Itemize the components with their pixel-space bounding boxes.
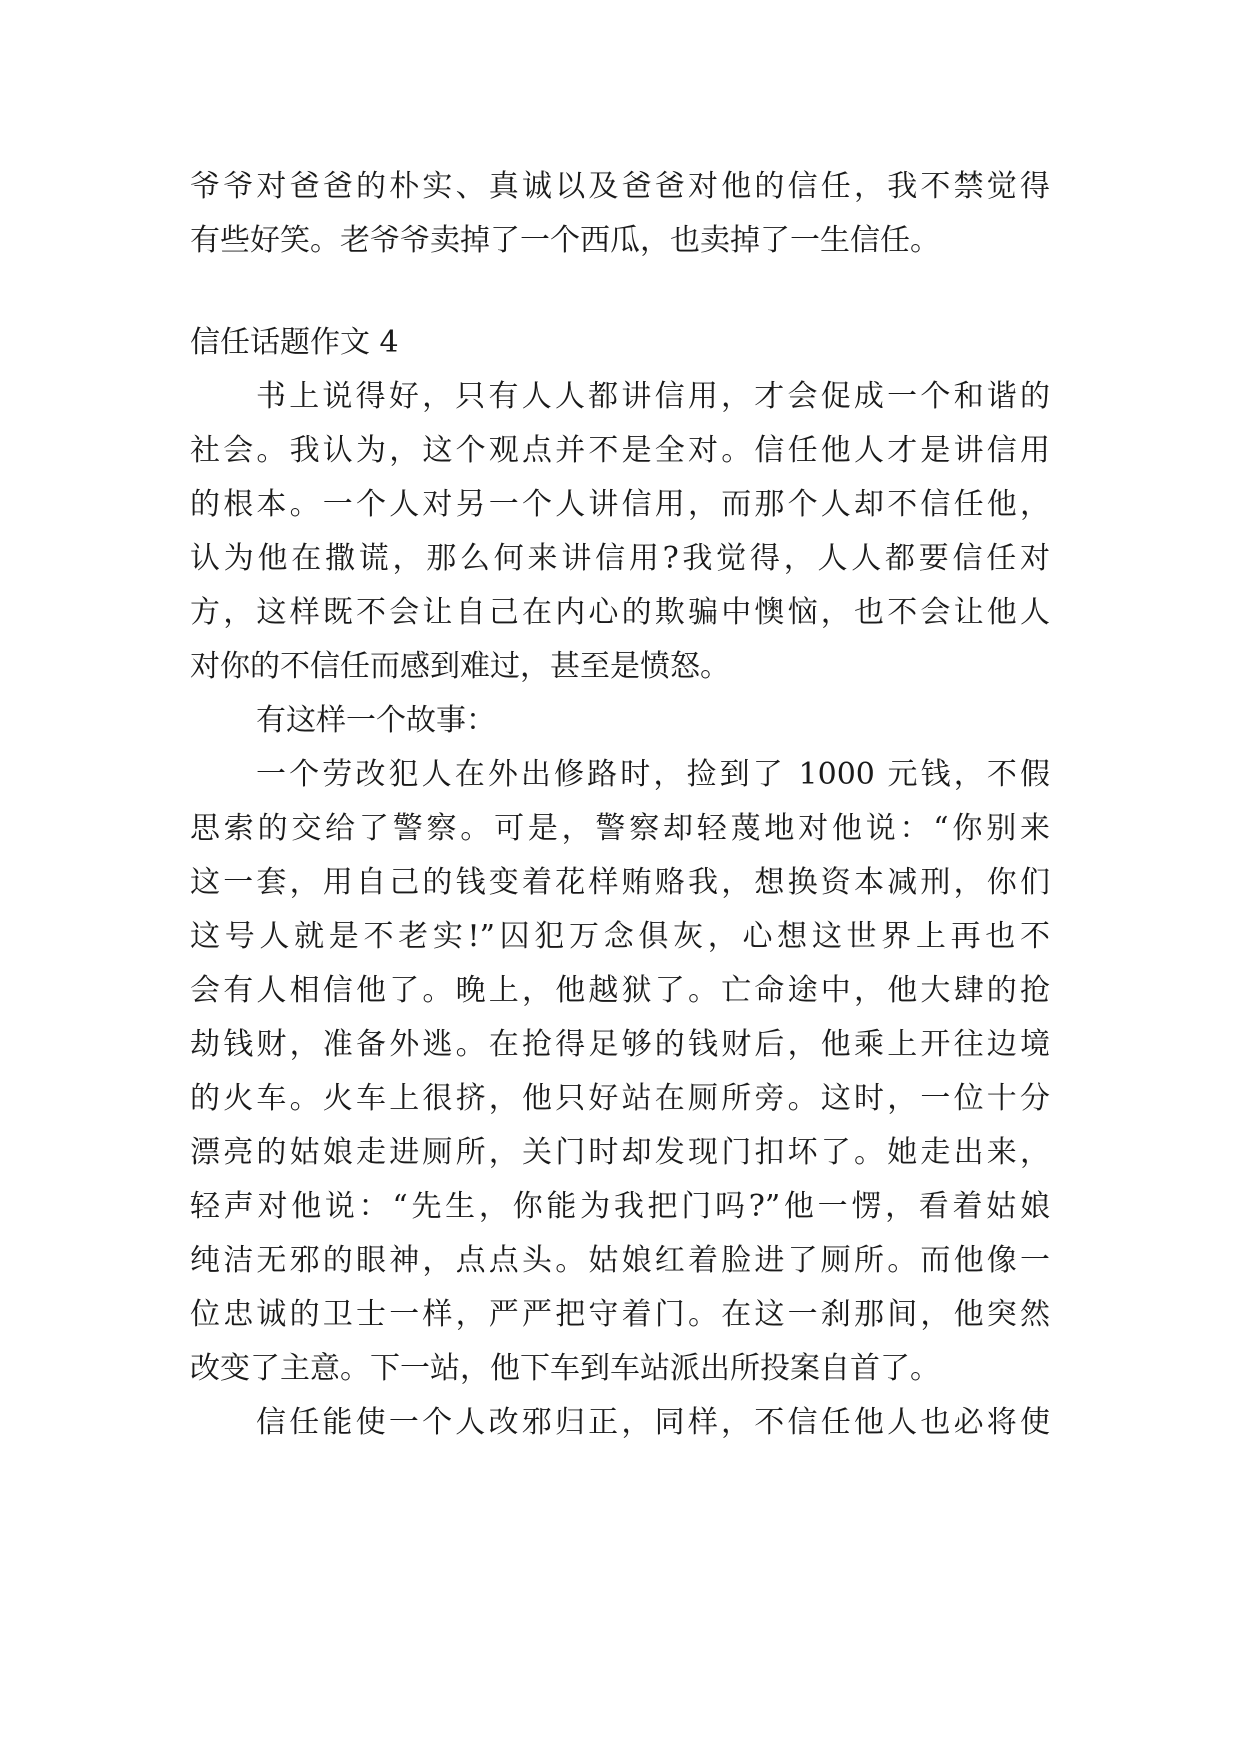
text-line: 爷爷对爸爸的朴实、真诚以及爸爸对他的信任，我不禁觉得: [190, 169, 1050, 204]
text-line: 有这样一个故事：: [256, 703, 496, 738]
text-line: 位忠诚的卫士一样，严严把守着门。在这一刹那间，他突然: [190, 1297, 1050, 1332]
text-line: 轻声对他说：“先生，你能为我把门吗?”他一愣，看着姑娘: [190, 1189, 1050, 1224]
text-line: 劫钱财，准备外逃。在抢得足够的钱财后，他乘上开往边境: [190, 1027, 1050, 1062]
text-line: 纯洁无邪的眼神，点点头。姑娘红着脸进了厕所。而他像一: [190, 1243, 1050, 1278]
text-line: 的根本。一个人对另一个人讲信用，而那个人却不信任他，: [190, 487, 1050, 522]
section-title: 信任话题作文 4: [190, 325, 399, 360]
text-line: 有些好笑。老爷爷卖掉了一个西瓜，也卖掉了一生信任。: [190, 223, 940, 258]
text-line: 会有人相信他了。晚上，他越狱了。亡命途中，他大肆的抢: [190, 973, 1050, 1008]
text-line: 书上说得好，只有人人都讲信用，才会促成一个和谐的: [256, 379, 1050, 414]
text-line: 漂亮的姑娘走进厕所，关门时却发现门扣坏了。她走出来，: [190, 1135, 1050, 1170]
text-line: 的火车。火车上很挤，他只好站在厕所旁。这时，一位十分: [190, 1081, 1050, 1116]
text-line: 信任能使一个人改邪归正，同样，不信任他人也必将使: [256, 1405, 1050, 1440]
text-line: 认为他在撒谎，那么何来讲信用?我觉得，人人都要信任对: [190, 541, 1050, 576]
text-line: 思索的交给了警察。可是，警察却轻蔑地对他说：“你别来: [190, 811, 1050, 846]
text-line: 一个劳改犯人在外出修路时，捡到了 1000 元钱，不假: [256, 757, 1050, 792]
text-line: 这一套，用自己的钱变着花样贿赂我，想换资本减刑，你们: [190, 865, 1050, 900]
text-line: 社会。我认为，这个观点并不是全对。信任他人才是讲信用: [190, 433, 1050, 468]
text-line: 对你的不信任而感到难过，甚至是愤怒。: [190, 649, 730, 684]
text-line: 方，这样既不会让自己在内心的欺骗中懊恼，也不会让他人: [190, 595, 1050, 630]
text-line: 这号人就是不老实!”囚犯万念俱灰，心想这世界上再也不: [190, 919, 1050, 954]
document-body: [190, 160, 1050, 1450]
text-line: 改变了主意。下一站，他下车到车站派出所投案自首了。: [190, 1351, 940, 1386]
